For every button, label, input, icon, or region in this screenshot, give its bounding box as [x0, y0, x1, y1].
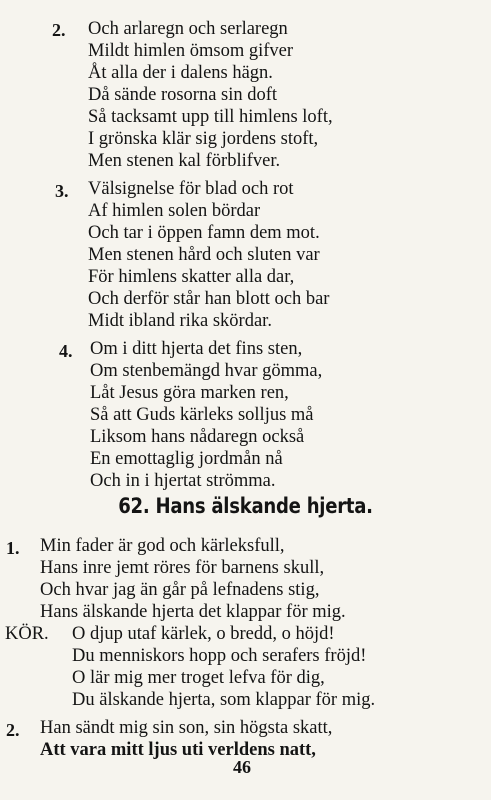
verse-line: Men stenen hård och sluten var	[88, 245, 320, 265]
verse-line: Om i ditt hjerta det fins sten,	[90, 339, 303, 359]
verse-line: Och in i hjertat strömma.	[90, 471, 276, 491]
verse-line: Liksom hans nådaregn också	[90, 427, 305, 447]
hymn-verse-number: 2.	[6, 720, 20, 740]
hymn-line: Min fader är god och kärleksfull,	[40, 536, 285, 556]
hymn-line: Och hvar jag än går på lefnadens stig,	[40, 580, 320, 600]
hymn-title: 62. Hans älskande hjerta.	[118, 494, 373, 518]
hymn-line: Att vara mitt ljus uti verldens natt,	[40, 740, 316, 760]
chorus-line: Du menniskors hopp och serafers fröjd!	[72, 646, 367, 666]
verse-line: Mildt himlen ömsom gifver	[88, 41, 294, 61]
verse-line: Och tar i öppen famn dem mot.	[88, 223, 320, 243]
hymn-line: Han sändt mig sin son, sin högsta skatt,	[40, 718, 333, 738]
verse-line: Midt ibland rika skördar.	[88, 311, 272, 331]
verse-line: Men stenen kal förblifver.	[88, 151, 281, 171]
chorus-line: Du älskande hjerta, som klappar för mig.	[72, 690, 376, 710]
verse-line: Om stenbemängd hvar gömma,	[90, 361, 323, 381]
verse-line: För himlens skatter alla dar,	[88, 267, 295, 287]
chorus-line: O djup utaf kärlek, o bredd, o höjd!	[72, 624, 335, 644]
verse-line: Då sände rosorna sin doft	[88, 85, 278, 105]
chorus-label: KÖR.	[5, 624, 49, 644]
hymn-verse-number: 1.	[6, 538, 20, 558]
verse-line: Och derför står han blott och bar	[88, 289, 330, 309]
hymn-line: Hans inre jemt röres för barnens skull,	[40, 558, 325, 578]
verse-line: Välsignelse för blad och rot	[88, 179, 294, 199]
verse-line: Af himlen solen bördar	[88, 201, 261, 221]
hymn-line: Hans älskande hjerta det klappar för mig.	[40, 602, 346, 622]
page-number: 46	[233, 757, 251, 777]
verse-number: 4.	[59, 341, 73, 361]
verse-number: 3.	[55, 181, 69, 201]
verse-line: Så tacksamt upp till himlens loft,	[88, 107, 333, 127]
verse-line: Åt alla der i dalens hägn.	[88, 63, 273, 83]
verse-line: Och arlaregn och serlaregn	[88, 19, 288, 39]
verse-line: En emottaglig jordmån nå	[90, 449, 283, 469]
verse-number: 2.	[52, 20, 66, 40]
chorus-line: O lär mig mer troget lefva för dig,	[72, 668, 325, 688]
verse-line: I grönska klär sig jordens stoft,	[88, 129, 319, 149]
verse-line: Så att Guds kärleks solljus må	[90, 405, 314, 425]
verse-line: Låt Jesus göra marken ren,	[90, 383, 289, 403]
